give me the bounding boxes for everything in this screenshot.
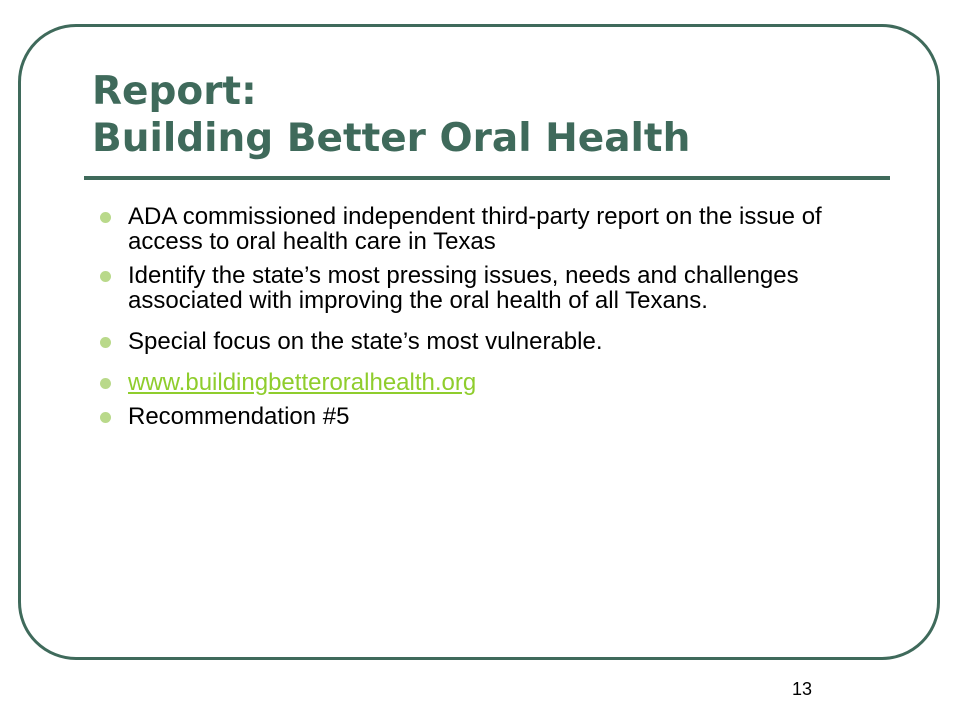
bullet-dot-icon <box>100 271 111 282</box>
bullet-dot-icon <box>100 337 111 348</box>
bullet-list <box>100 204 880 438</box>
bullet-dot-icon <box>100 412 111 423</box>
bullet-item-identify-issues <box>100 263 880 313</box>
title-underline <box>84 176 890 180</box>
bullet-item-website <box>100 370 880 395</box>
slide-title <box>92 68 690 162</box>
bullet-text: Identify the state’s most pressing issues, needs and challenges associated with improving the oral health of all Texans. <box>128 262 799 314</box>
bullet-item-special-focus <box>100 329 880 354</box>
bullet-text: Special focus on the state’s most vulnerable. <box>128 328 603 355</box>
bullet-text: Recommendation #5 <box>128 403 350 430</box>
bullet-text: ADA commissioned independent third-party report on the issue of access to oral health care in Texas <box>128 203 822 255</box>
bullet-dot-icon <box>100 378 111 389</box>
bullet-dot-icon <box>100 212 111 223</box>
slide-title-line-1: Report: <box>92 69 257 114</box>
bullet-item-recommendation <box>100 404 880 429</box>
page-number: 13 <box>792 679 813 699</box>
bullet-item-ada-report <box>100 204 880 254</box>
website-link[interactable]: www.buildingbetteroralhealth.org <box>128 369 477 396</box>
slide-title-line-2: Building Better Oral Health <box>92 116 691 161</box>
